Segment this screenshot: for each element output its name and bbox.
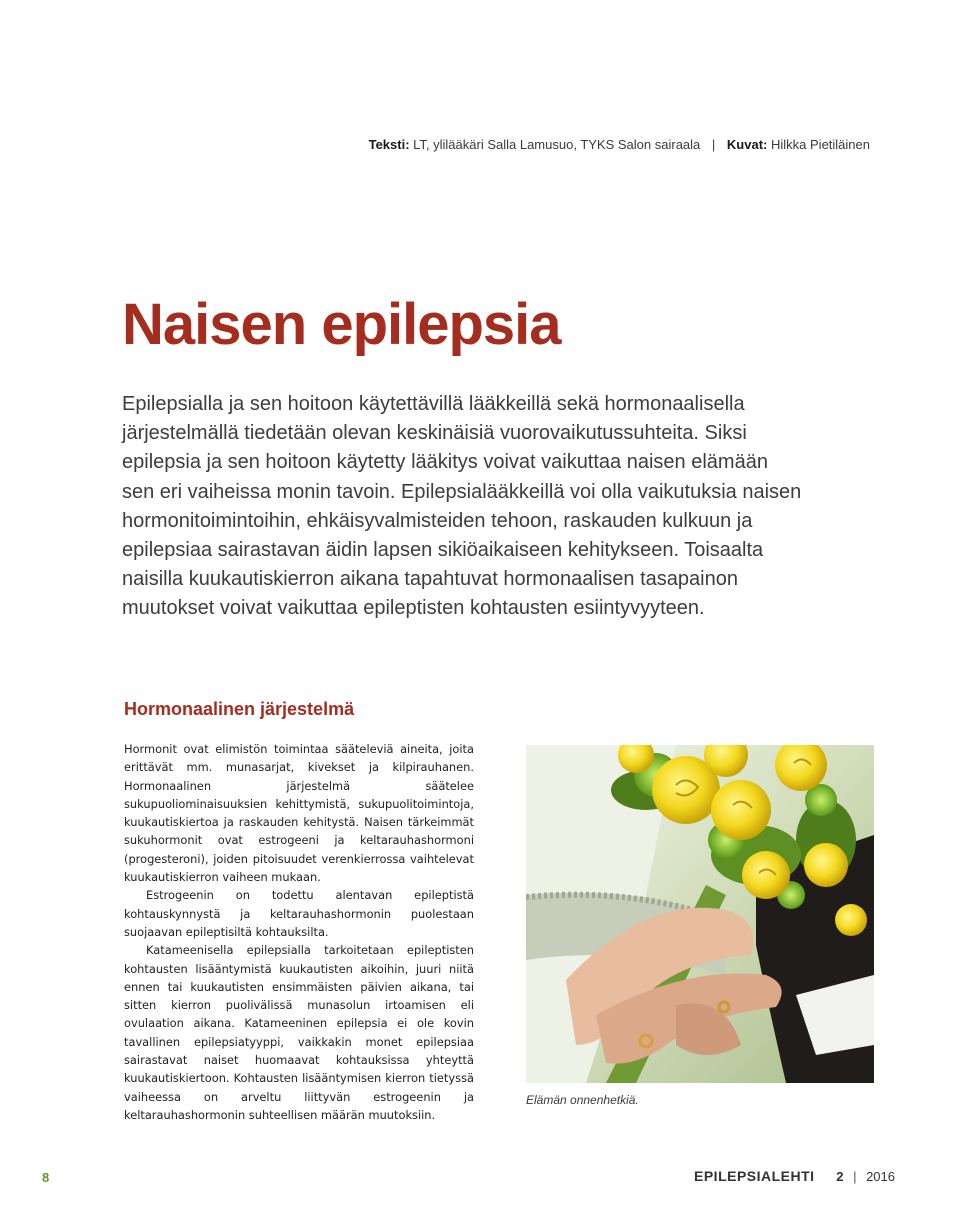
photo-credit-label: Kuvat: (726, 137, 768, 152)
issue-year: 2016 (866, 1169, 895, 1184)
section-heading: Hormonaalinen järjestelmä (124, 699, 355, 719)
article-lead: Epilepsialla ja sen hoitoon käytettävillä lääkkeillä sekä hormonaalisella järjestelmällä tiedetään olevan keskinäisiä vuorovaikutussuhteita. Siksi epilepsia ja sen hoitoon käytetty lääkitys voivat vaikuttaa naisen elämään sen eri vaiheissa monin tavoin. Epilepsialääkkeillä voi olla vaikutuksia naisen hormonitoimintoihin, ehkäisyvalmisteiden tehoon, raskauden kulkuun ja epilepsiaa sairastavan äidin lapsen sikiöaikaiseen kehitykseen. Toisaalta naisilla kuukautiskierron aikana tapahtuvat hormonaalisen tasapainon muutokset voivat vaikuttaa epileptisten kohtausten esiintyvyyteen. (122, 393, 802, 620)
wedding-bouquet-photo (526, 745, 874, 1083)
photo-caption: Elämän onnenhetkiä. (526, 1093, 639, 1107)
body-paragraph: Estrogeenin on todettu alentavan epileptistä kohtauskynnystä ja keltarauhashormonin puolestaan suojaavan epileptisiltä kohtauksilta. (124, 888, 474, 939)
bouquet-illustration (526, 745, 874, 1083)
photo-credit-value: Hilkka Pietiläinen (771, 137, 870, 152)
body-paragraph: Katameenisella epilepsialla tarkoitetaan epileptisten kohtausten lisääntymistä kuukautisten aikoihin, juuri niitä ennen tai kuukautisten ensimmäisten päivien aikana, tai sitten kierron puolivälissä munasolun irtoamisen eli ovulaation aikana. Katameeninen epilepsia ei ole kovin tavallinen epilepsiatyyppi, vaikkakin monet epilepsiaa sairastavat naiset huomaavat kohtauksissa yhteyttä kuukautiskiertoon. Kohtausten lisääntymisen kierron tietyssä vaiheessa on arveltu liittyvän estrogeenin ja keltarauhashormonin suhteellisen määrän muutoksiin. (124, 943, 474, 1122)
article-credits (369, 137, 870, 152)
text-credit-label: Teksti: (368, 137, 410, 152)
page-number: 8 (42, 1170, 50, 1185)
footer-separator: | (853, 1169, 857, 1184)
magazine-name: EPILEPSIALEHTI (694, 1168, 815, 1184)
body-column (124, 740, 474, 1124)
body-paragraph: Hormonit ovat elimistön toimintaa sääteleviä aineita, joita erittävät mm. munasarjat, kivekset ja kilpirauhanen. Hormonaalinen järjestelmä säätelee sukupuoliominaisuuksien kehittymistä, sukupuolitoimintoja, kuukautiskiertoa ja raskauden kehitystä. Naisen tärkeimmät sukuhormonit ovat estrogeeni ja keltarauhashormoni (progesteroni), joiden pitoisuudet verenkierrossa vaihtelevat kuukautiskierron vaiheen mukaan. (124, 742, 474, 885)
text-credit-value: LT, ylilääkäri Salla Lamusuo, TYKS Salon sairaala (413, 137, 701, 152)
footer-publication (694, 1168, 895, 1184)
article-title: Naisen epilepsia (122, 292, 561, 357)
issue-number: 2 (836, 1169, 844, 1184)
credit-separator: | (711, 137, 716, 152)
